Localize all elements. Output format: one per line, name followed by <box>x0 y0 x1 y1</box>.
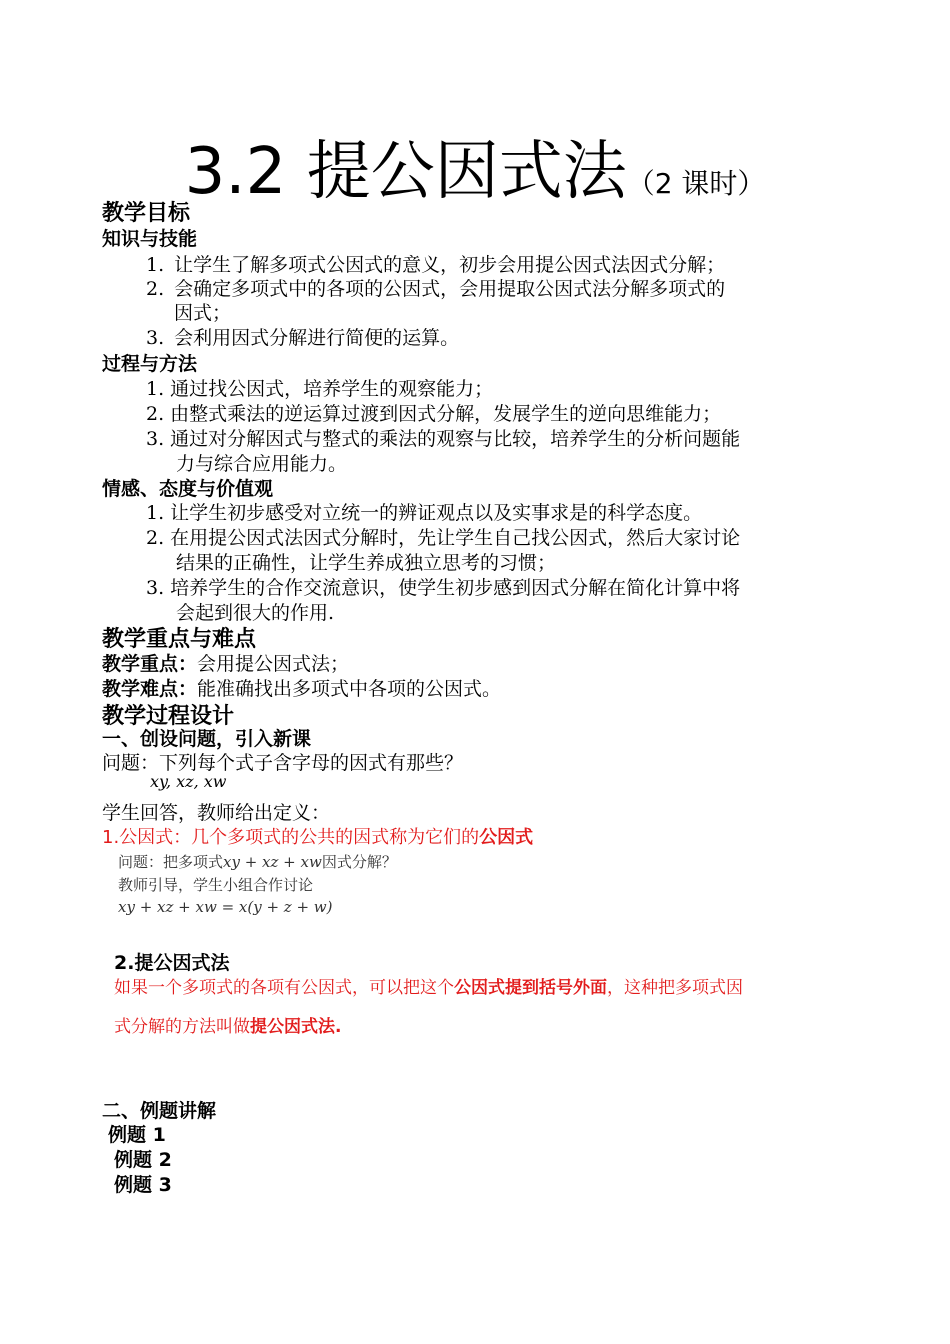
example-3: 例题 3 <box>114 1174 172 1196</box>
item-number: 1. <box>146 254 165 276</box>
definition-text: 1.公因式：几个多项式的公共的因式称为它们的 <box>102 827 480 848</box>
process-item-3: 3. 通过对分解因式与整式的乘法的观察与比较，培养学生的分析问题能 <box>146 428 741 450</box>
heading-method: 2.提公因式法 <box>114 952 230 974</box>
teacher-guide: 教师引导，学生小组合作讨论 <box>118 876 314 894</box>
process-item-3-cont: 力与综合应用能力。 <box>176 453 348 475</box>
difficult-point <box>102 674 501 701</box>
heading-keypoints: 教学重点与难点 <box>102 627 257 652</box>
method-bold-1: 公因式提到括号外面 <box>454 978 607 998</box>
heading-objectives: 教学目标 <box>102 201 191 226</box>
intro-expression: xy, xz, xw <box>150 772 227 791</box>
item-number: 3. <box>146 327 165 349</box>
emotion-item-1: 1. 让学生初步感受对立统一的辨证观点以及实事求是的科学态度。 <box>146 502 703 524</box>
title-sub: （2 课时） <box>626 167 766 200</box>
knowledge-item-3 <box>146 323 459 350</box>
key-label: 教学重点： <box>102 653 198 675</box>
heading-part1: 一、创设问题，引入新课 <box>102 728 312 750</box>
method-text-1: 如果一个多项式的各项有公因式，可以把这个 <box>114 978 454 998</box>
example-1: 例题 1 <box>108 1124 166 1146</box>
item-text: 让学生了解多项式公因式的意义，初步会用提公因式法因式分解； <box>174 254 726 276</box>
knowledge-item-2 <box>146 274 725 301</box>
key-text: 会用提公因式法； <box>197 653 350 675</box>
emotion-item-2-cont: 结果的正确性，让学生养成独立思考的习惯； <box>176 552 557 574</box>
question-2 <box>118 851 397 872</box>
method-bold-2: 提公因式法. <box>250 1017 342 1037</box>
definition-term: 公因式 <box>479 827 534 848</box>
definition-common-factor <box>102 823 533 849</box>
emotion-item-3: 3. 培养学生的合作交流意识，使学生初步感到因式分解在简化计算中将 <box>146 577 741 599</box>
knowledge-item-1 <box>146 250 725 277</box>
method-definition-line1 <box>114 973 743 998</box>
factor-equation: xy + xz + xw = x(y + z + w) <box>118 898 333 916</box>
question-2-suffix: 因式分解？ <box>321 853 397 871</box>
intro-question: 问题：下列每个式子含字母的因式有那些？ <box>102 752 464 774</box>
item-text: 会确定多项式中的各项的公因式，会用提取公因式法分解多项式的 <box>174 278 726 300</box>
key-point <box>102 649 349 676</box>
emotion-item-3-cont: 会起到很大的作用. <box>176 602 335 624</box>
heading-process-design: 教学过程设计 <box>102 704 235 729</box>
title-main: 3.2 提公因式法 <box>184 135 627 209</box>
heading-part2: 二、例题讲解 <box>102 1100 217 1122</box>
difficult-label: 教学难点： <box>102 678 198 700</box>
process-item-1: 1. 通过找公因式，培养学生的观察能力； <box>146 378 494 400</box>
process-item-2: 2. 由整式乘法的逆运算过渡到因式分解，发展学生的逆向思维能力； <box>146 403 722 425</box>
heading-knowledge: 知识与技能 <box>102 228 198 250</box>
student-answer: 学生回答，教师给出定义： <box>102 802 331 824</box>
question-2-expression: xy + xz + xw <box>223 853 322 871</box>
item-number: 2. <box>146 278 165 300</box>
question-2-prefix: 问题：把多项式 <box>118 853 224 871</box>
heading-emotion: 情感、态度与价值观 <box>102 478 274 500</box>
example-2: 例题 2 <box>114 1149 172 1171</box>
method-text-2: ，这种把多项式因 <box>607 978 743 998</box>
item-text: 会利用因式分解进行简便的运算。 <box>174 327 460 349</box>
method-definition-line2 <box>114 1012 341 1037</box>
emotion-item-2: 2. 在用提公因式法因式分解时，先让学生自己找公因式，然后大家讨论 <box>146 527 741 549</box>
heading-process: 过程与方法 <box>102 353 198 375</box>
method-text-3: 式分解的方法叫做 <box>114 1017 250 1037</box>
knowledge-item-2-cont: 因式； <box>174 302 232 324</box>
difficult-text: 能准确找出多项式中各项的公因式。 <box>197 678 502 700</box>
